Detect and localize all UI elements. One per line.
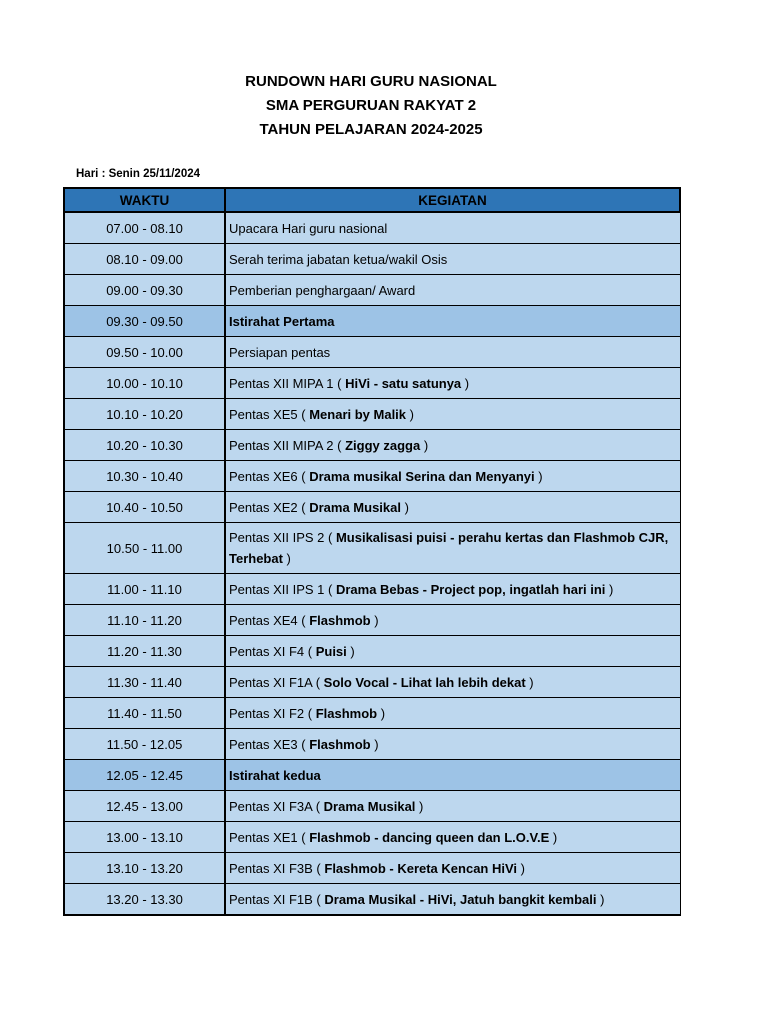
time-cell: 11.00 - 11.10 (64, 574, 225, 605)
table-row (64, 523, 680, 574)
table-row (64, 574, 680, 605)
performance-title: Flashmob (309, 612, 371, 628)
activity-class: Pentas XE3 ( (229, 736, 310, 752)
activity-cell (225, 822, 680, 853)
table-row (64, 605, 680, 636)
time-cell: 10.00 - 10.10 (64, 368, 225, 399)
day-label: Hari : Senin 25/11/2024 (76, 168, 201, 180)
activity-text: Istirahat kedua (229, 767, 321, 783)
table-row (64, 636, 680, 667)
time-cell: 11.40 - 11.50 (64, 698, 225, 729)
activity-cell (225, 760, 680, 791)
time-cell: 10.40 - 10.50 (64, 492, 225, 523)
activity-class: Pentas XI F4 ( (229, 643, 316, 659)
time-cell: 13.10 - 13.20 (64, 853, 225, 884)
activity-cell (225, 212, 680, 244)
time-cell: 10.20 - 10.30 (64, 430, 225, 461)
activity-class: Pentas XE4 ( (229, 612, 310, 628)
table-header-row (64, 188, 680, 212)
time-cell: 09.00 - 09.30 (64, 275, 225, 306)
performance-title: HiVi - satu satunya (345, 375, 462, 391)
activity-cell (225, 492, 680, 523)
activity-suffix: ) (420, 437, 429, 453)
time-cell: 09.50 - 10.00 (64, 337, 225, 368)
performance-title: Drama Bebas - Project pop, ingatlah hari ini (335, 581, 606, 597)
performance-title: Menari by Malik (309, 406, 407, 422)
rundown-table (63, 187, 681, 916)
table-row (64, 430, 680, 461)
activity-cell (225, 368, 680, 399)
performance-title: Flashmob (315, 705, 378, 721)
activity-class: Pentas XE5 ( (229, 406, 310, 422)
performance-title: Drama Musikal (309, 499, 401, 515)
activity-cell (225, 306, 680, 337)
activity-cell (225, 791, 680, 822)
performance-title: Solo Vocal - Lihat lah lebih dekat (323, 674, 526, 690)
performance-title: Drama musikal Serina dan Menyanyi (309, 468, 535, 484)
performance-title: Drama Musikal - HiVi, Jatuh bangkit kembali (324, 891, 597, 907)
table-row (64, 368, 680, 399)
title-line-1: RUNDOWN HARI GURU NASIONAL (245, 73, 497, 90)
time-cell: 11.20 - 11.30 (64, 636, 225, 667)
activity-cell (225, 729, 680, 760)
table-row (64, 853, 680, 884)
table-row (64, 399, 680, 430)
activity-cell (225, 523, 680, 574)
activity-cell (225, 667, 680, 698)
activity-class: Pentas XI F1A ( (229, 674, 324, 690)
activity-suffix: ) (525, 674, 534, 690)
activity-suffix: ) (596, 891, 605, 907)
activity-suffix: ) (377, 705, 386, 721)
activity-text: Upacara Hari guru nasional (229, 220, 388, 236)
activity-suffix: ) (346, 643, 355, 659)
performance-title: Puisi (315, 643, 347, 659)
performance-title: Drama Musikal (323, 798, 416, 814)
activity-cell (225, 636, 680, 667)
document-title (0, 70, 742, 142)
time-cell: 09.30 - 09.50 (64, 306, 225, 337)
break-row (64, 760, 680, 791)
time-cell: 11.50 - 12.05 (64, 729, 225, 760)
activity-class: Pentas XI F1B ( (229, 891, 325, 907)
time-cell: 08.10 - 09.00 (64, 244, 225, 275)
activity-cell (225, 698, 680, 729)
activity-text: Istirahat Pertama (229, 313, 335, 329)
activity-class: Pentas XE1 ( (229, 829, 310, 845)
table-row (64, 698, 680, 729)
performance-title: Flashmob - dancing queen dan L.O.V.E (309, 829, 550, 845)
activity-class: Pentas XI F3B ( (229, 860, 325, 876)
time-cell: 11.30 - 11.40 (64, 667, 225, 698)
time-cell: 10.30 - 10.40 (64, 461, 225, 492)
activity-text: Serah terima jabatan ketua/wakil Osis (229, 251, 448, 267)
activity-cell (225, 574, 680, 605)
performance-title: Ziggy zagga (345, 437, 421, 453)
activity-suffix: ) (282, 551, 291, 566)
table-row (64, 337, 680, 368)
time-cell: 11.10 - 11.20 (64, 605, 225, 636)
header-waktu: WAKTU (64, 188, 225, 212)
activity-cell (225, 399, 680, 430)
activity-suffix: ) (461, 375, 470, 391)
activity-cell (225, 430, 680, 461)
activity-text: Pemberian penghargaan/ Award (229, 282, 416, 298)
activity-cell (225, 605, 680, 636)
activity-cell (225, 884, 680, 916)
time-cell: 10.10 - 10.20 (64, 399, 225, 430)
performance-title: Flashmob - Kereta Kencan HiVi (324, 860, 518, 876)
activity-suffix: ) (415, 798, 424, 814)
table-row (64, 212, 680, 244)
title-line-2: SMA PERGURUAN RAKYAT 2 (265, 97, 477, 114)
time-cell: 12.05 - 12.45 (64, 760, 225, 791)
break-row (64, 306, 680, 337)
table-row (64, 884, 680, 916)
activity-suffix: ) (517, 860, 525, 876)
activity-cell (225, 853, 680, 884)
performance-title: Musikalisasi puisi - perahu kertas dan Flashmob CJR, Terhebat (229, 530, 669, 566)
time-cell: 13.00 - 13.10 (64, 822, 225, 853)
activity-cell (225, 461, 680, 492)
time-cell: 10.50 - 11.00 (64, 523, 225, 574)
activity-cell (225, 244, 680, 275)
activity-class: Pentas XI F3A ( (229, 798, 324, 814)
time-cell: 13.20 - 13.30 (64, 884, 225, 916)
table-row (64, 461, 680, 492)
table-row (64, 791, 680, 822)
activity-class: Pentas XII MIPA 1 ( (229, 375, 346, 391)
activity-suffix: ) (400, 499, 409, 515)
activity-text: Persiapan pentas (229, 344, 331, 360)
activity-suffix: ) (605, 581, 614, 597)
header-kegiatan: KEGIATAN (225, 188, 680, 212)
table-row (64, 729, 680, 760)
activity-class: Pentas XII MIPA 2 ( (229, 437, 346, 453)
time-cell: 07.00 - 08.10 (64, 212, 225, 244)
table-row (64, 822, 680, 853)
table-row (64, 275, 680, 306)
activity-class: Pentas XII IPS 2 ( (229, 530, 336, 545)
table-row (64, 492, 680, 523)
activity-class: Pentas XE6 ( (229, 468, 310, 484)
activity-cell (225, 275, 680, 306)
activity-class: Pentas XE2 ( (229, 499, 310, 515)
activity-cell (225, 337, 680, 368)
activity-suffix: ) (406, 406, 414, 422)
activity-suffix: ) (370, 612, 379, 628)
table-row (64, 244, 680, 275)
table-row (64, 667, 680, 698)
activity-class: Pentas XI F2 ( (229, 705, 316, 721)
activity-suffix: ) (549, 829, 558, 845)
activity-suffix: ) (370, 736, 379, 752)
performance-title: Flashmob (309, 736, 371, 752)
activity-suffix: ) (534, 468, 543, 484)
time-cell: 12.45 - 13.00 (64, 791, 225, 822)
title-line-3: TAHUN PELAJARAN 2024-2025 (259, 121, 483, 138)
activity-class: Pentas XII IPS 1 ( (229, 581, 336, 597)
